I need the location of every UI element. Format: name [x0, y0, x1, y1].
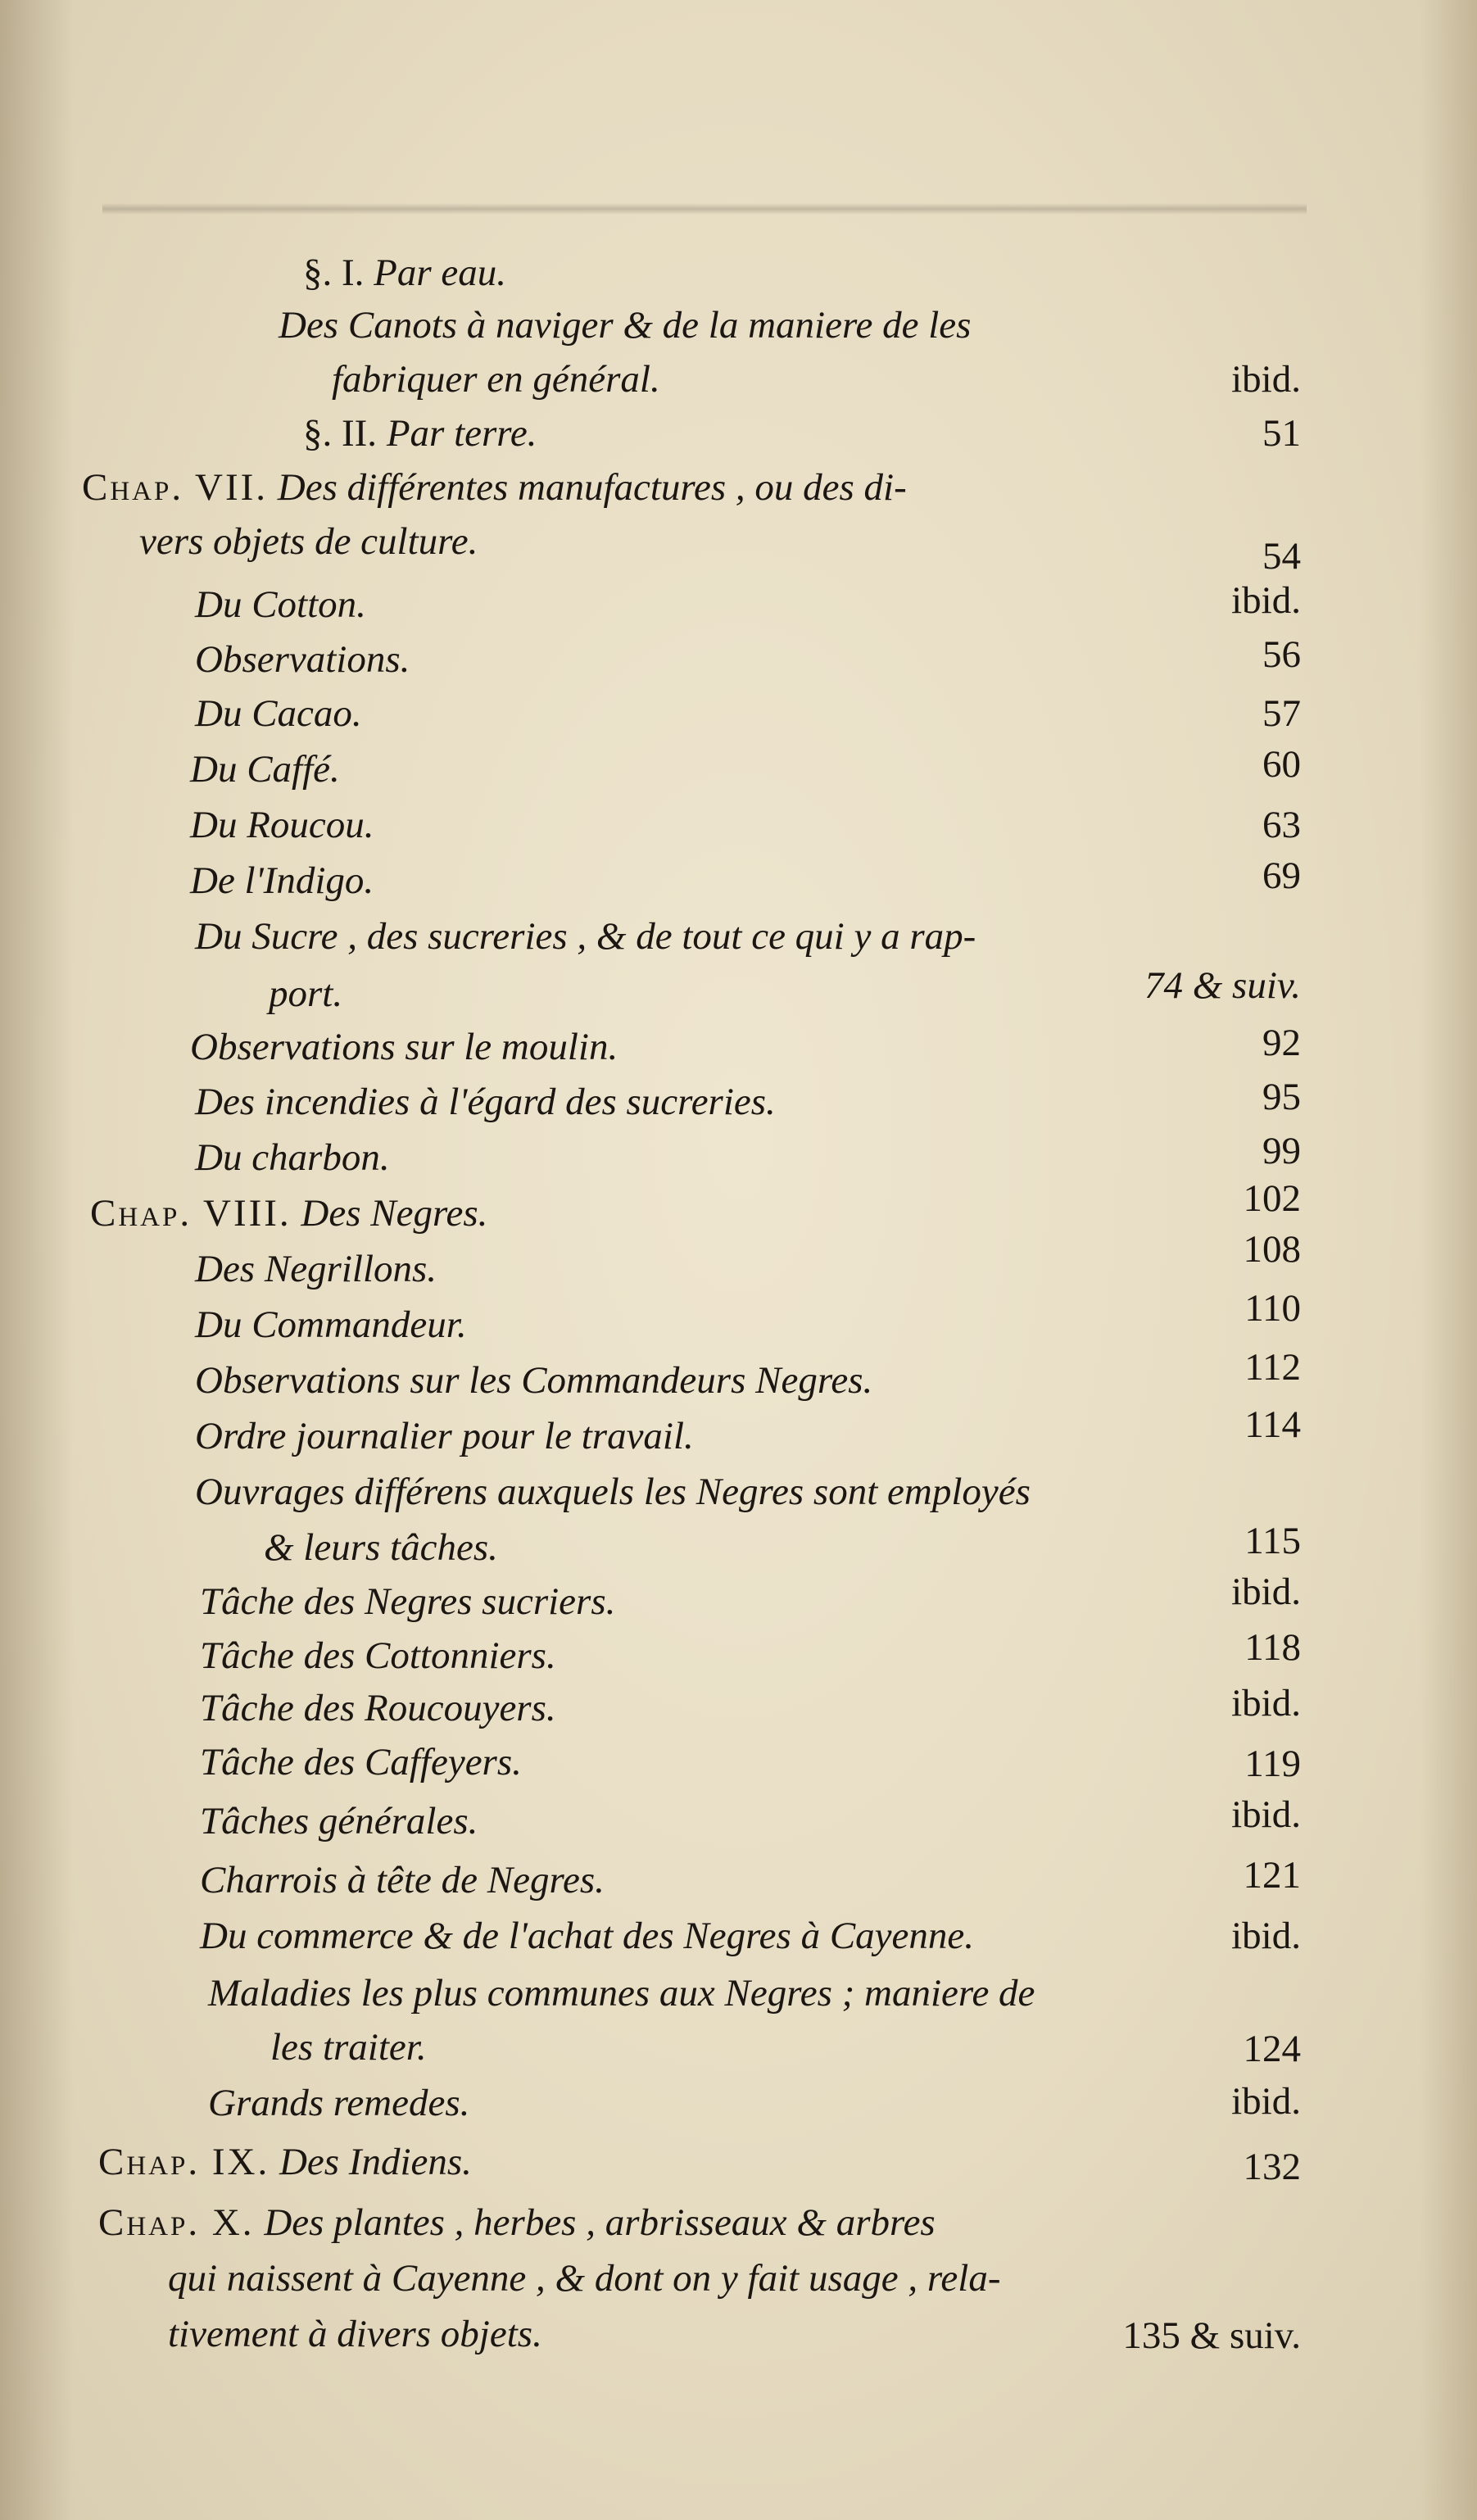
entry-title: Des plantes , herbes , arbrisseaux & arbres [264, 2201, 936, 2244]
toc-entry [195, 1131, 390, 1185]
toc-entry [195, 1465, 1031, 1519]
page-number: 118 [1244, 1626, 1301, 1669]
entry-title: qui naissent à Cayenne , & dont on y fait usage , rela- [168, 2257, 1001, 2300]
toc-entry [190, 798, 374, 852]
toc-entry [190, 1020, 618, 1074]
chapter-label: Chap. VIII. [90, 1192, 292, 1235]
toc-entry [332, 352, 660, 406]
toc-entry [195, 1353, 872, 1407]
page-number: 74 & suiv. [1144, 964, 1301, 1007]
page-number: 95 [1262, 1076, 1301, 1118]
entry-title: Du charbon. [195, 1136, 390, 1179]
page-number: 119 [1244, 1743, 1301, 1785]
toc-entry [168, 2307, 542, 2361]
chapter-label: Chap. X. [98, 2201, 255, 2244]
entry-title: Observations sur les Commandeurs Negres. [195, 1359, 873, 1402]
section-number: §. II. [303, 412, 378, 455]
entry-title: Charrois à tête de Negres. [200, 1859, 605, 1901]
toc-entry [98, 2196, 936, 2250]
page-number: 112 [1244, 1346, 1301, 1389]
chapter-label: Chap. IX. [98, 2141, 270, 2183]
toc-entry [279, 298, 971, 352]
toc-entry [139, 514, 478, 569]
toc-entry [82, 460, 907, 514]
toc-entry [303, 406, 537, 460]
page-number: 114 [1244, 1403, 1301, 1446]
entry-title: les traiter. [270, 2026, 427, 2069]
entry-title: Des incendies à l'égard des sucreries. [195, 1081, 776, 1123]
toc-entry [200, 1794, 478, 1848]
entry-title: Tâche des Negres sucriers. [200, 1580, 616, 1623]
toc-entry [195, 1409, 694, 1463]
page-number: ibid. [1231, 358, 1301, 401]
toc-entry [270, 2020, 427, 2074]
page-number: ibid. [1231, 2080, 1301, 2123]
toc-entry [208, 1966, 1035, 2020]
toc-entry [195, 687, 362, 741]
toc-entry [168, 2251, 1000, 2305]
toc-entry [190, 854, 374, 908]
entry-title: De l'Indigo. [190, 859, 374, 902]
entry-title: Des différentes manufactures , ou des di- [277, 466, 907, 509]
page-number: 121 [1243, 1854, 1301, 1897]
page-number: 92 [1262, 1022, 1301, 1064]
page-number: ibid. [1231, 1915, 1301, 1957]
entry-title: Tâche des Caffeyers. [200, 1741, 522, 1783]
entry-title: Du commerce & de l'achat des Negres à Cayenne. [200, 1915, 975, 1957]
page-number: ibid. [1231, 579, 1301, 622]
entry-title: Maladies les plus communes aux Negres ; maniere de [208, 1972, 1035, 2015]
section-number: §. I. [303, 252, 365, 294]
toc-entry [200, 1629, 556, 1683]
entry-title: Tâche des Cottonniers. [200, 1634, 556, 1677]
toc-entry [195, 1298, 467, 1352]
page-number: 63 [1262, 804, 1301, 846]
toc-entry [90, 1186, 487, 1240]
page-number: 54 [1262, 535, 1301, 578]
entry-title: fabriquer en général. [332, 358, 660, 401]
toc-entry [200, 1853, 605, 1907]
toc-entry [195, 909, 976, 963]
toc-entry [200, 1909, 974, 1963]
page-number: 102 [1243, 1177, 1301, 1220]
page-number: 69 [1262, 854, 1301, 897]
chapter-label: Chap. VII. [82, 466, 269, 509]
toc-entry [195, 1242, 437, 1296]
page-number: 135 & suiv. [1122, 2314, 1301, 2357]
page-number: 60 [1262, 743, 1301, 786]
entry-title: Du Sucre , des sucreries , & de tout ce qui y a rap- [195, 915, 976, 958]
entry-title: Des Indiens. [279, 2141, 472, 2183]
page-number: 51 [1262, 412, 1301, 455]
page-number: 110 [1244, 1287, 1301, 1330]
toc-entry [208, 2076, 469, 2130]
entry-title: Tâche des Roucouyers. [200, 1687, 556, 1729]
entry-title: Par terre. [386, 412, 537, 455]
entry-title: Tâches générales. [200, 1800, 478, 1842]
toc-entry [195, 1075, 776, 1129]
entry-title: port. [269, 972, 343, 1015]
entry-title: vers objets de culture. [139, 520, 478, 563]
entry-title: Du Cacao. [195, 692, 362, 735]
toc-entry [98, 2135, 472, 2189]
toc-entry [200, 1681, 556, 1735]
toc-entry [190, 742, 340, 796]
entry-title: Des Negres. [301, 1192, 488, 1235]
entry-title: & leurs tâches. [264, 1526, 498, 1569]
entry-title: Ouvrages différens auxquels les Negres sont employés [195, 1471, 1031, 1513]
entry-title: Des Canots à naviger & de la maniere de les [279, 304, 972, 347]
page-number: 115 [1244, 1520, 1301, 1562]
page-number: 124 [1243, 2028, 1301, 2070]
entry-title: Des Negrillons. [195, 1248, 437, 1290]
page-number: 99 [1262, 1130, 1301, 1172]
entry-title: Par eau. [374, 252, 507, 294]
toc-entry [200, 1575, 615, 1629]
toc-entry [200, 1735, 522, 1789]
toc-entry [264, 1521, 498, 1575]
toc-entry [303, 246, 506, 300]
page-number: ibid. [1231, 1570, 1301, 1613]
page-number: ibid. [1231, 1793, 1301, 1836]
entry-title: Observations sur le moulin. [190, 1026, 618, 1068]
entry-title: Ordre journalier pour le travail. [195, 1415, 694, 1457]
page-number: 132 [1243, 2146, 1301, 2188]
toc-entry [269, 967, 342, 1021]
page-number: 57 [1262, 692, 1301, 735]
toc-entry [195, 632, 410, 687]
entry-title: Du Roucou. [190, 804, 374, 846]
entry-title: Du Caffé. [190, 748, 340, 791]
toc-entry [195, 578, 366, 632]
entry-title: tivement à divers objets. [168, 2313, 542, 2355]
page-number: 108 [1243, 1228, 1301, 1271]
page-number: ibid. [1231, 1682, 1301, 1725]
entry-title: Grands remedes. [208, 2082, 470, 2124]
entry-title: Du Commandeur. [195, 1303, 467, 1346]
entry-title: Du Cotton. [195, 583, 366, 626]
entry-title: Observations. [195, 638, 410, 681]
page-number: 56 [1262, 633, 1301, 676]
